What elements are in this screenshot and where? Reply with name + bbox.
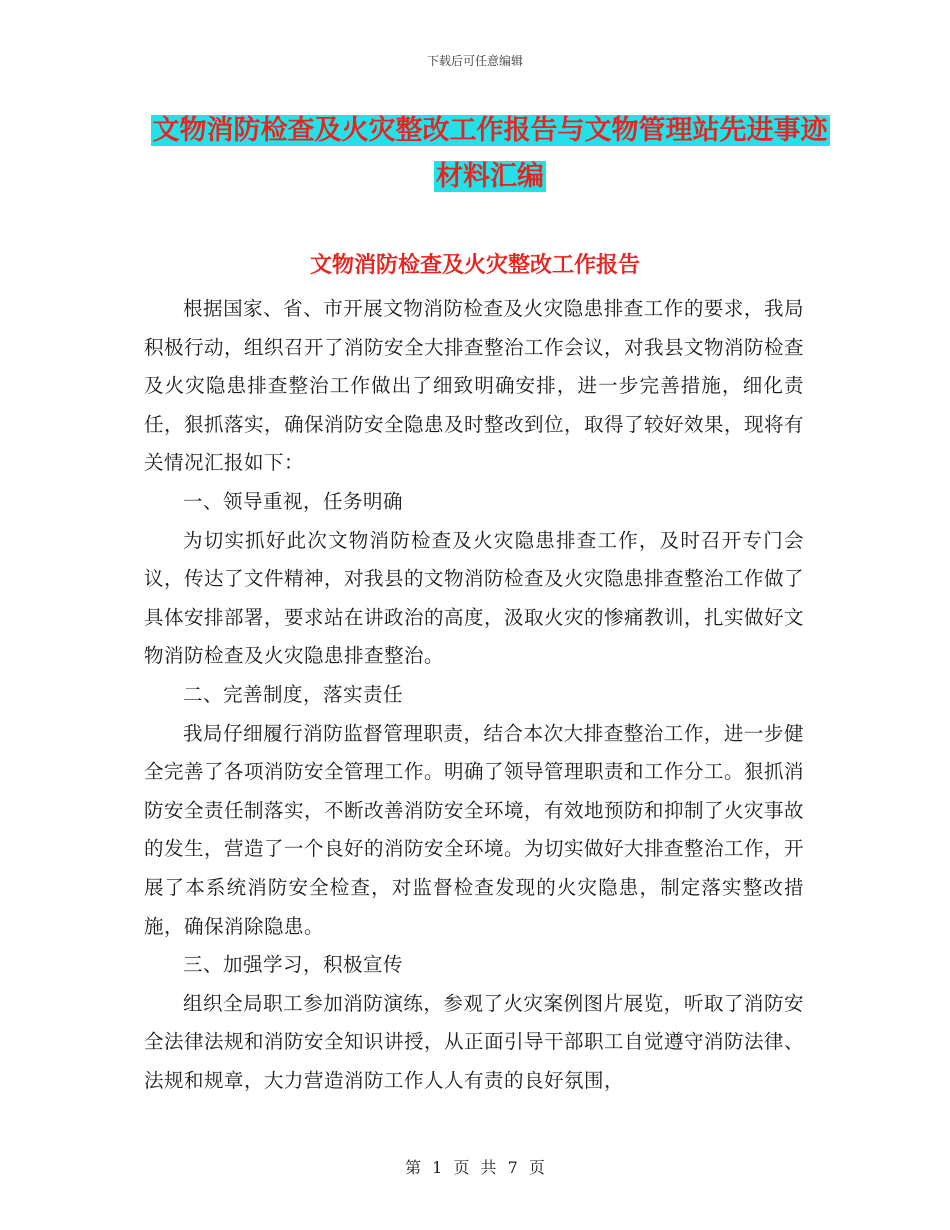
header-note: 下载后可任意编辑: [426, 54, 523, 68]
report-body: [144, 290, 804, 1100]
paragraph-section-1: 为切实抓好此次文物消防检查及火灾隐患排查工作，及时召开专门会议，传达了文件精神，对我县的文物消防检查及火灾隐患排查整治工作做了具体安排部署，要求站在讲政治的高度，汲取火灾的惨痛教训，扎实做好文物消防检查及火灾隐患排查整治。: [144, 528, 805, 668]
section-heading-3: 三、加强学习，积极宣传: [183, 953, 404, 977]
section-heading-2: 二、完善制度，落实责任: [183, 682, 404, 706]
paragraph-intro: 根据国家、省、市开展文物消防检查及火灾隐患排查工作的要求，我局积极行动，组织召开了消防安全大排查整治工作会议，对我县文物消防检查及火灾隐患排查整治工作做出了细致明确安排，进一步完善措施，细化责任，狠抓落实，确保消防安全隐患及时整改到位，取得了较好效果，现将有关情况汇报如下：: [144, 297, 805, 475]
paragraph-section-2: 我局仔细履行消防监督管理职责，结合本次大排查整治工作，进一步健全完善了各项消防安全管理工作。明确了领导管理职责和工作分工。狠抓消防安全责任制落实，不断改善消防安全环境，有效地预防和抑制了火灾事故的发生，营造了一个良好的消防安全环境。为切实做好大排查整治工作，开展了本系统消防安全检查，对监督检查发现的火灾隐患，制定落实整改措施，确保消除隐患。: [144, 721, 805, 938]
report-sub-title: 文物消防检查及火灾整改工作报告: [309, 252, 640, 278]
document-main-title: [140, 108, 840, 200]
section-heading-1: 一、领导重视，任务明确: [183, 489, 404, 513]
paragraph-section-3: 组织全局职工参加消防演练，参观了火灾案例图片展览，听取了消防安全法律法规和消防安全知识讲授，从正面引导干部职工自觉遵守消防法律、法规和规章，大力营造消防工作人人有责的良好氛围，: [144, 991, 805, 1092]
main-title-text: 文物消防检查及火灾整改工作报告与文物管理站先进事迹材料汇编: [152, 115, 828, 192]
page-number-footer: 第 1 页 共 7 页: [405, 1158, 545, 1177]
